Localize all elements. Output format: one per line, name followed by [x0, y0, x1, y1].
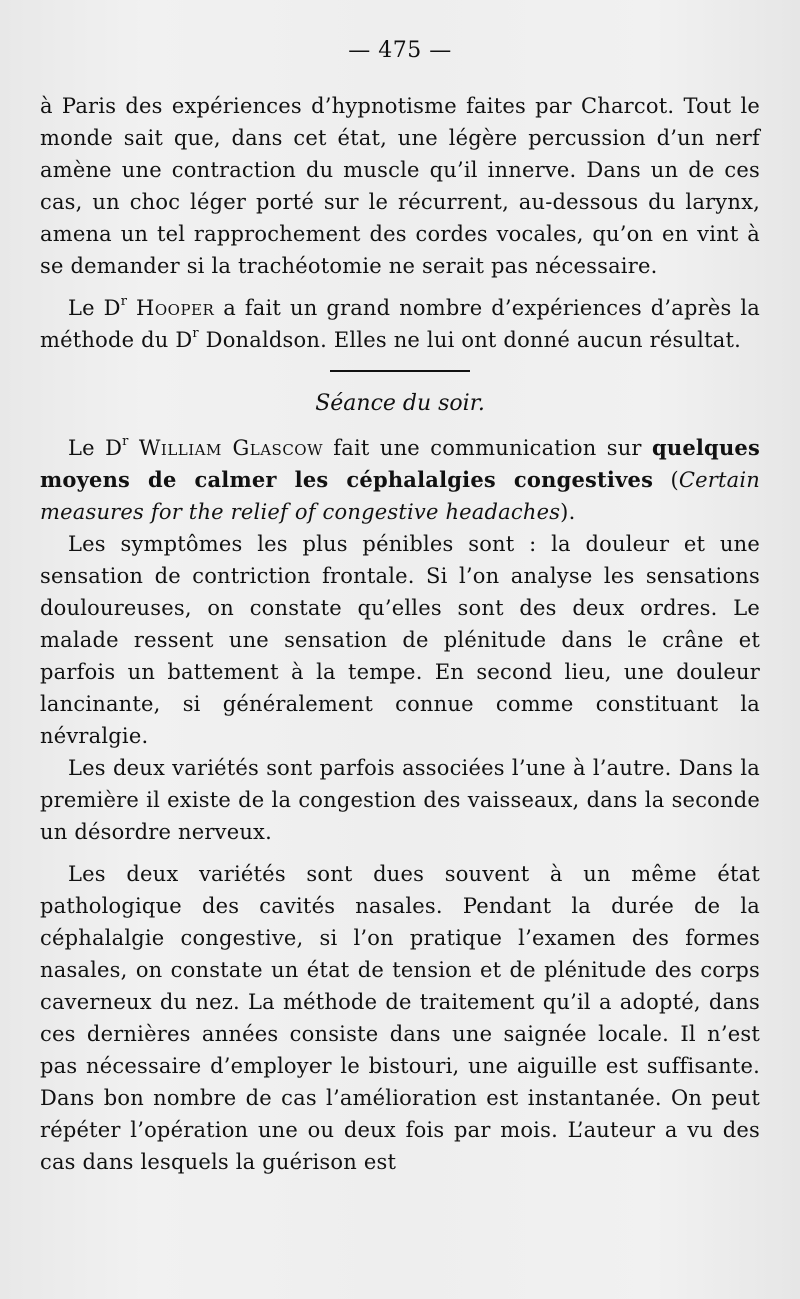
hooper-prefix: Le D: [68, 296, 121, 320]
paragraph-hooper: [40, 292, 760, 356]
hooper-text-b: Donaldson. Elles ne lui ont donné aucun résultat.: [198, 328, 741, 352]
glascow-title-sup: r: [122, 434, 129, 449]
paragraph-hypnotism: à Paris des expériences d’hypnotisme faites par Charcot. Tout le monde sait que, dans cet état, une légère percussion d’un nerf amène une contraction du muscle qu’il innerve. Dans un de ces cas, un choc léger porté sur le récurrent, au-dessous du larynx, amena un tel rapprochement des cordes vocales, qu’on en vint à se demander si la trachéotomie ne serait pas nécessaire.: [40, 94, 760, 278]
glascow-middle: fait une communication sur: [323, 436, 652, 460]
glascow-prefix: Le D: [68, 436, 123, 460]
hooper-name: Hooper: [136, 296, 215, 320]
paragraph-glascow: [40, 432, 760, 528]
page-number: — 475 —: [348, 38, 452, 63]
hooper-title-sup: r: [120, 294, 128, 309]
section-divider: [330, 370, 470, 372]
donaldson-title-sup: r: [192, 326, 199, 341]
paragraph-varieties: Les deux variétés sont parfois associées l’une à l’autre. Dans la première il existe de la congestion des vaisseaux, dans la seconde un désordre nerveux.: [40, 756, 760, 844]
communication-title: quelques moyens de calmer les céphalalgies congestives: [40, 435, 760, 492]
hooper-text-a: a fait un grand nombre d’expériences d’après la méthode du D: [40, 296, 760, 352]
session-title: Séance du soir.: [315, 391, 485, 416]
glascow-space: [653, 468, 670, 492]
english-title: Certain measures for the relief of congestive headaches: [40, 468, 760, 524]
glascow-name: William Glascow: [138, 436, 324, 460]
paragraph-treatment: Les deux variétés sont dues souvent à un même état pathologique des cavités nasales. Pendant la durée de la céphalalgie congestive, si l’on pratique l’examen des formes nasales, on constate un état de tension et de plénitude des corps caverneux du nez. La méthode de traitement qu’il a adopté, dans ces dernières années consiste dans une saignée locale. Il n’est pas nécessaire d’employer le bistouri, une aiguille est suffisante. Dans bon nombre de cas l’amélioration est instantanée. On peut répéter l’opération une ou deux fois par mois. L’auteur a vu des cas dans lesquels la guérison est: [40, 862, 760, 1174]
paragraph-symptoms: Les symptômes les plus pénibles sont : la douleur et une sensation de contriction frontale. Si l’on analyse les sensations douloureuses, on constate qu’elles sont des deux ordres. Le malade ressent une sensation de plénitude dans le crâne et parfois un battement à la tempe. En second lieu, une douleur lancinante, si généralement connue comme constituant la névralgie.: [40, 532, 760, 748]
english-title-close: ).: [560, 500, 576, 524]
english-title-open: (: [670, 468, 679, 492]
